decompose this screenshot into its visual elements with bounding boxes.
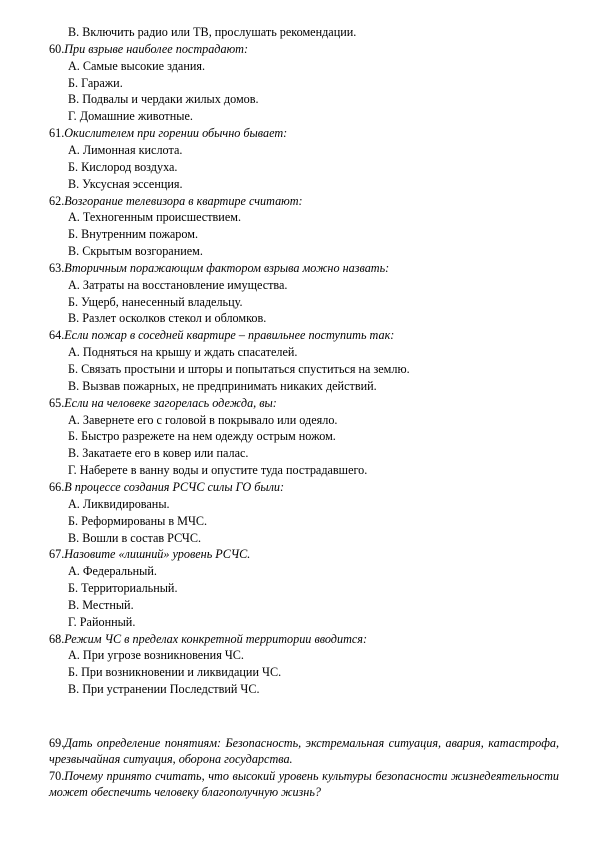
answer-option: Б. Территориальный. [68, 581, 178, 596]
answer-option: Г. Районный. [68, 614, 136, 629]
answer-option: В. Подвалы и чердаки жилых домов. [68, 92, 259, 107]
answer-option: В. Вызвав пожарных, не предпринимать никаких действий. [68, 378, 377, 393]
question-number: 66. [49, 479, 65, 494]
answer-option: А. Подняться на крышу и ждать спасателей. [68, 345, 298, 360]
open-question [49, 769, 559, 800]
question-text: Почему принято считать, что высокий уровень культуры безопасности жизнедеятельности может обеспечить человеку благополучную жизнь? [49, 769, 559, 799]
answer-option: А. Федеральный. [68, 564, 157, 579]
question-title [49, 632, 367, 647]
answer-option: Г. Домашние животные. [68, 109, 193, 124]
question-title [49, 42, 248, 57]
answer-option: Б. При возникновении и ликвидации ЧС. [68, 665, 282, 680]
answer-option: В. Местный. [68, 597, 134, 612]
question-title [49, 328, 394, 343]
answer-option: А. При угрозе возникновения ЧС. [68, 648, 244, 663]
question-title [49, 396, 277, 411]
question-number: 67. [49, 547, 65, 562]
question-number: 61. [49, 126, 65, 141]
question-number: 63. [49, 260, 65, 275]
question-title [49, 547, 250, 562]
answer-option: А. Лимонная кислота. [68, 142, 183, 157]
question-text: Если пожар в соседней квартире – правильнее поступить так: [64, 328, 395, 343]
answer-option: А. Ликвидированы. [68, 496, 170, 511]
open-question [49, 736, 559, 767]
question-text: В процессе создания РСЧС силы ГО были: [64, 479, 285, 494]
question-text: Вторичным поражающим фактором взрыва можно назвать: [64, 260, 390, 275]
answer-option: В. Уксусная эссенция. [68, 176, 183, 191]
answer-option: А. Завернете его с головой в покрывало или одеяло. [68, 412, 338, 427]
question-number: 65. [49, 395, 65, 410]
question-number: 70. [49, 769, 65, 783]
question-text: Дать определение понятиям: Безопасность, экстремальная ситуация, авария, катастрофа, чрезвычайная ситуация, оборона государства. [49, 736, 559, 766]
answer-option: Г. Наберете в ванну воды и опустите туда пострадавшего. [68, 463, 368, 478]
answer-option: Б. Кислород воздуха. [68, 159, 178, 174]
question-text: Режим ЧС в пределах конкретной территории вводится: [64, 631, 367, 646]
question-text: Назовите «лишний» уровень РСЧС. [64, 547, 251, 562]
question-number: 64. [49, 328, 65, 343]
answer-option: Б. Ущерб, нанесенный владельцу. [68, 294, 243, 309]
question-text: При взрыве наиболее пострадают: [64, 41, 249, 56]
answer-option: В. Скрытым возгоранием. [68, 244, 203, 259]
answer-option: А. Самые высокие здания. [68, 58, 206, 73]
question-text: Возгорание телевизора в квартире считают: [64, 193, 303, 208]
answer-option: В. Закатаете его в ковер или палас. [68, 446, 249, 461]
question-title [49, 261, 389, 276]
answer-option: В. Разлет осколков стекол и обломков. [68, 311, 267, 326]
question-text: Если на человеке загорелась одежда, вы: [64, 395, 277, 410]
question-title [49, 126, 287, 141]
answer-option: Б. Связать простыни и шторы и попытаться спуститься на землю. [68, 362, 410, 376]
question-number: 68. [49, 631, 65, 646]
question-number: 62. [49, 193, 65, 208]
answer-option: Б. Реформированы в МЧС. [68, 513, 208, 528]
answer-option: В. При устранении Последствий ЧС. [68, 682, 260, 697]
question-title [49, 194, 303, 209]
answer-option: А. Техногенным происшествием. [68, 210, 241, 225]
answer-option: А. Затраты на восстановление имущества. [68, 277, 288, 292]
question-number: 60. [49, 41, 65, 56]
answer-option: Б. Гаражи. [68, 75, 123, 90]
answer-option: Б. Внутренним пожаром. [68, 227, 198, 242]
answer-option: В. Вошли в состав РСЧС. [68, 530, 202, 545]
answer-option: В. Включить радио или ТВ, прослушать рекомендации. [68, 25, 357, 39]
question-title [49, 480, 284, 495]
question-text: Окислителем при горении обычно бывает: [64, 126, 288, 141]
answer-option: Б. Быстро разрежете на нем одежду острым ножом. [68, 429, 336, 444]
question-number: 69. [49, 736, 65, 750]
